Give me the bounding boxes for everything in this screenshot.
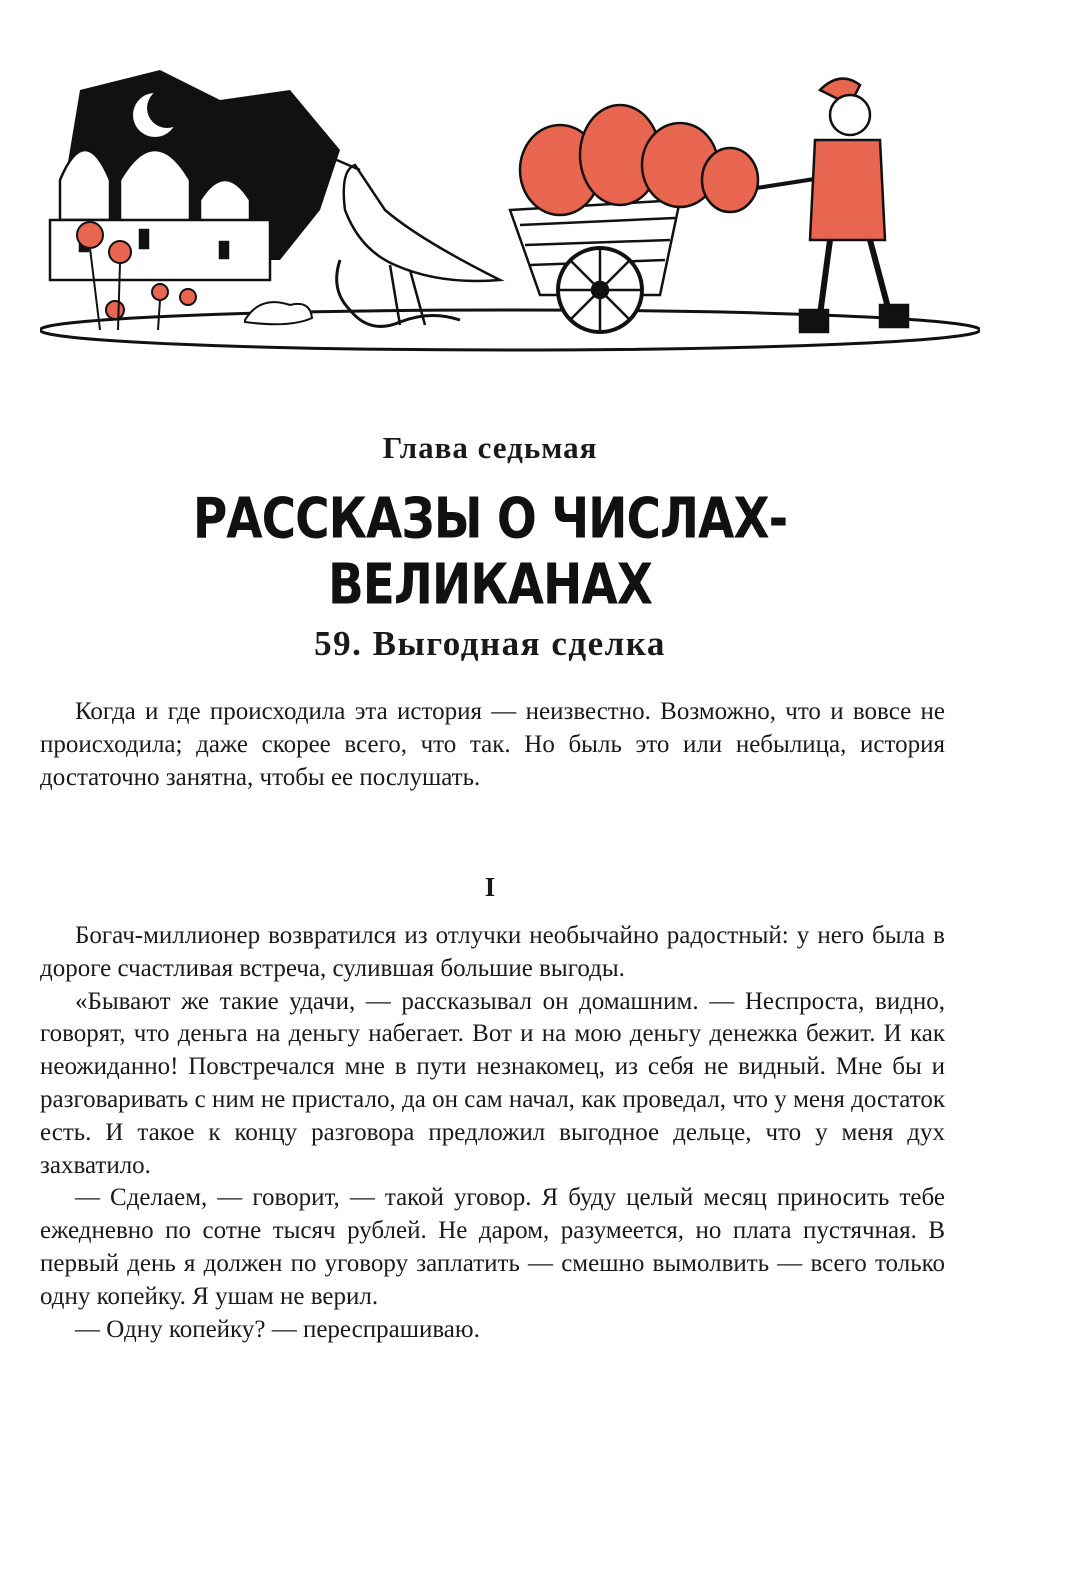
paragraph-3: — Сделаем, — говорит, — такой уговор. Я буду целый месяц приносить тебе ежедневно по сотне тысяч рублей. Не даром, разумеется, но плата пустячная. В первый день я должен по уговору заплатить — смешно вымолвить — всего только одну копейку. Я ушам не верил. <box>40 1184 945 1310</box>
section-title: 59. Выгодная сделка <box>314 624 666 663</box>
intro-paragraph: Когда и где происходила эта история — неизвестно. Возможно, что и вовсе не происходила; даже скорее всего, что так. Но быль это или небылица, история достаточно занятна, чтобы ее послушать. <box>40 698 945 791</box>
intro-text <box>40 696 945 794</box>
marmot-icon <box>245 302 312 324</box>
illustration-svg <box>40 60 980 360</box>
main-text <box>40 920 945 1346</box>
boy-icon <box>800 79 908 332</box>
chapter-illustration <box>40 60 980 360</box>
chapter-label: Глава седьмая <box>382 430 598 465</box>
sacks-icon <box>520 105 758 215</box>
paragraph-1: Богач-миллионер возвратился из отлучки необычайно радостный: у него была в дороге счастливая встреча, сулившая большие выгоды. <box>40 922 945 982</box>
chapter-title: РАССКАЗЫ О ЧИСЛАХ-ВЕЛИКАНАХ <box>192 486 788 618</box>
part-number: I <box>484 872 496 902</box>
paragraph-4: — Одну копейку? — переспрашиваю. <box>75 1315 480 1343</box>
ground-icon <box>40 310 980 350</box>
bird-icon <box>325 155 500 325</box>
paragraph-2: «Бывают же такие удачи, — рассказывал он домашним. — Неспроста, видно, говорят, что деньга на деньгу набегает. Вот и на мою деньгу денежка бежит. И как неожиданно! Повстречался мне в пути незнакомец, из себя не видный. Мне бы и разговаривать с ним не пристало, да он сам начал, как проведал, что у меня достаток есть. И такое к концу разговора предложил выгодное дельце, что у меня дух захватило. <box>40 987 945 1179</box>
